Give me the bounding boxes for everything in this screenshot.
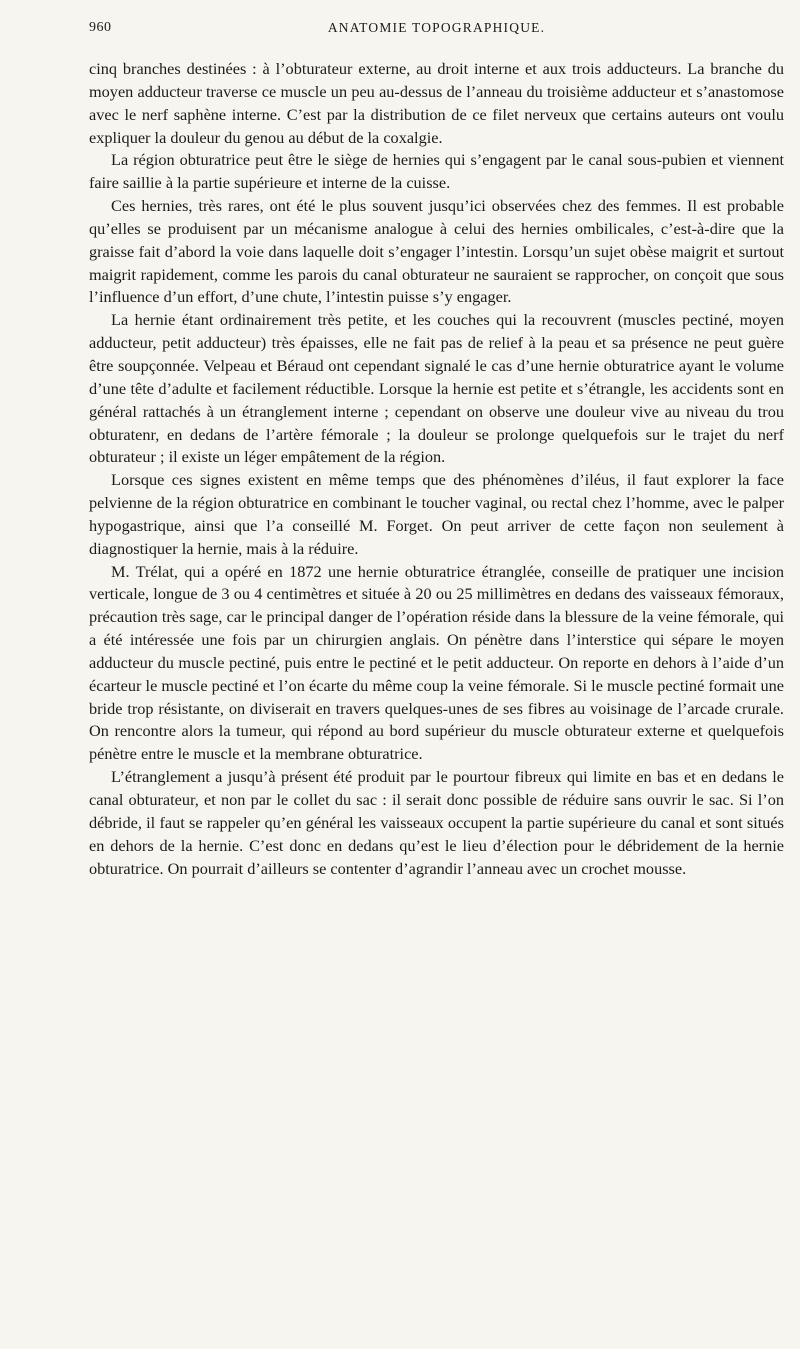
page-number: 960 bbox=[89, 20, 112, 35]
paragraph-signes: Lorsque ces signes existent en même temps que des phénomènes d’iléus, il faut explorer la face pelvienne de la région obturatrice en combinant le toucher vaginal, ou rectal chez l’homme, avec le palper hypogastrique, ainsi que l’a conseillé M. Forget. On peut arriver de cette façon non seulement à diagnostiquer la hernie, mais à la réduire. bbox=[89, 470, 784, 558]
paragraph-trelat: M. Trélat, qui a opéré en 1872 une hernie obturatrice étranglée, conseille de pratiquer une incision verticale, longue de 3 ou 4 centimètres et située à 20 ou 25 millimètres en dedans des vaisseaux fémoraux, précaution très sage, car le principal danger de l’opération réside dans la blessure de la veine fémorale, qui a été intéressée une fois par un chirurgien anglais. On pénètre dans l’interstice qui sépare le moyen adducteur du muscle pectiné, puis entre le pectiné et le petit adducteur. On reporte en dehors à l’aide d’un écarteur le muscle pectiné et l’on écarte du même coup la veine fémorale. Si le muscle pectiné formait une bride trop résistante, on diviserait en travers quelques-unes de ses fibres au voisinage de l’arcade crurale. On rencontre alors la tumeur, qui répond au bord supérieur du muscle obturateur externe et quelquefois pénètre entre le muscle et la membrane obturatrice. bbox=[89, 561, 784, 764]
paragraph-hernie-petite: La hernie étant ordinairement très petite, et les couches qui la recouvrent (muscles pectiné, moyen adducteur, petit adducteur) très épaisses, elle ne fait pas de relief à la peau et sa présence ne peut guère être soupçonnée. Velpeau et Béraud ont cependant signalé le cas d’une hernie obturatrice ayant le volume d’une tête d’adulte et facilement réductible. Lorsque la hernie est petite et s’étrangle, les accidents sont en général rattachés à un étranglement interne ; cependant on observe une douleur vive au niveau du trou obturatenr, en dedans de l’artère fémorale ; la douleur se prolonge quelquefois sur le trajet du nerf obturateur ; il existe un léger empâtement de la région. bbox=[89, 310, 784, 467]
paragraph-etranglement: L’étranglement a jusqu’à présent été produit par le pourtour fibreux qui limite en bas et en dedans le canal obturateur, et non par le collet du sac : il serait donc possible de réduire sans ouvrir le sac. Si l’on débride, il faut se rappeler qu’en général les vaisseaux occupent la partie supérieure du canal et sont situés en dehors de la hernie. C’est donc en dedans qu’est le lieu d’élection pour le débridement de la hernie obturatrice. On pourrait d’ailleurs se contenter d’agrandir l’anneau avec un crochet mousse. bbox=[89, 767, 784, 878]
body-text bbox=[89, 58, 784, 880]
paragraph-continued: cinq branches destinées : à l’obturateur externe, au droit interne et aux trois adducteurs. La branche du moyen adducteur traverse ce muscle un peu au-dessus de l’anneau du troisième adducteur et s’anastomose avec le nerf saphène interne. C’est par la distribution de ce filet nerveux que certains auteurs ont voulu expliquer la douleur du genou au début de la coxalgie. bbox=[89, 59, 784, 147]
paragraph-region-obturatrice: La région obturatrice peut être le siège de hernies qui s’engagent par le canal sous-pubien et viennent faire saillie à la partie supérieure et interne de la cuisse. bbox=[89, 150, 784, 193]
paragraph-hernies-rares: Ces hernies, très rares, ont été le plus souvent jusqu’ici observées chez des femmes. Il est probable qu’elles se produisent par un mécanisme analogue à celui des hernies ombilicales, c’est-à-dire que la graisse fait d’abord la voie dans laquelle doit s’engager l’intestin. Lorsqu’un sujet obèse maigrit et surtout maigrit rapidement, comme les parois du canal obturateur ne sauraient se rapprocher, on conçoit que sous l’influence d’un effort, d’une chute, l’intestin puisse s’y engager. bbox=[89, 196, 784, 307]
running-title: ANATOMIE TOPOGRAPHIQUE. bbox=[327, 20, 546, 35]
running-head bbox=[89, 20, 784, 50]
